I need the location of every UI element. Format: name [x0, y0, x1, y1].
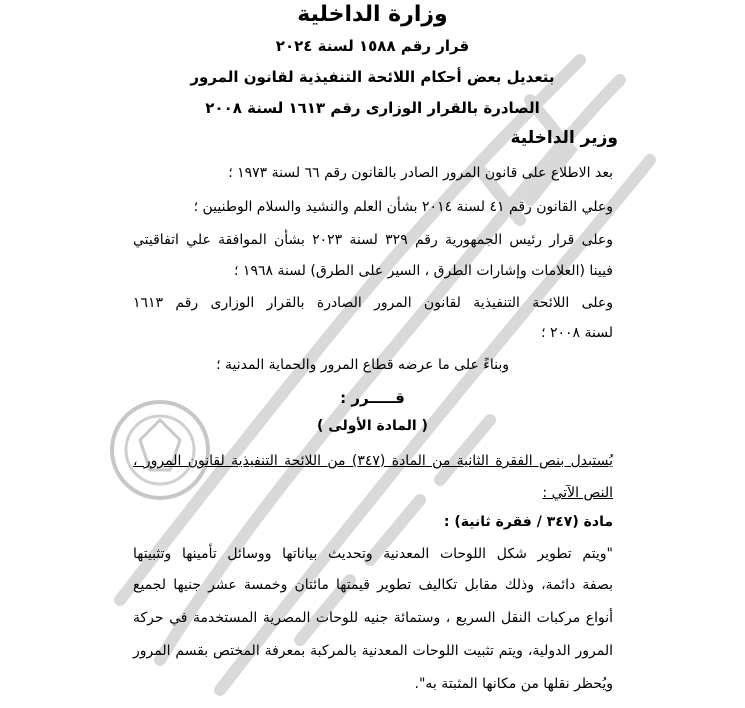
article-title: ( المادة الأولى ) — [317, 418, 428, 434]
preamble-line-2: وعلي القانون رقم ٤١ لسنة ٢٠١٤ بشأن العلم والنشيد والسلام الوطنيين ؛ — [193, 199, 613, 215]
preamble-line-3: وعلى قرار رئيس الجمهورية رقم ٣٢٩ لسنة ٢٠٢٣ بشأن الموافقة علي اتفاقيتي — [133, 232, 613, 248]
article-body-line-4: بصفة دائمة، وذلك مقابل تكاليف تطوير قيمتها مائتان وخمسة عشر جنيها لجميع — [133, 577, 613, 593]
article-body-line-7: ويُحظر نقلها من مكانها المثبتة به". — [414, 676, 613, 692]
preamble-line-1: بعد الاطلاع على قانون المرور الصادر بالقانون رقم ٦٦ لسنة ١٩٧٣ ؛ — [228, 165, 613, 181]
preamble-line-7: وبناءً على ما عرضه قطاع المرور والحماية المدنية ؛ — [216, 357, 509, 373]
decree-number: قرار رقم ١٥٨٨ لسنة ٢٠٢٤ — [275, 37, 470, 55]
article-body-line-1: يُستبدل بنص الفقرة الثانية من المادة (٣٤٧) من اللائحة التنفيذية لقانون المرور ، — [133, 453, 613, 469]
decree-subject-line-2: الصادرة بالقرار الوزارى رقم ١٦١٣ لسنة ٢٠٠٨ — [205, 99, 540, 117]
preamble-line-4: فيينا (العلامات وإشارات الطرق ، السير على الطرق) لسنة ١٩٦٨ ؛ — [234, 263, 613, 279]
article-body-line-3: "ويتم تطوير شكل اللوحات المعدنية وتحديث بياناتها ووسائل تأمينها وتثبيتها — [133, 546, 613, 562]
preamble-line-6: لسنة ٢٠٠٨ ؛ — [541, 325, 613, 341]
ministry-heading: وزارة الداخلية — [297, 2, 448, 27]
minister-title: وزير الداخلية — [510, 128, 618, 148]
article-subtitle: مادة (٣٤٧ / فقرة ثانية) : — [443, 514, 613, 530]
article-body-line-2: النص الآتي : — [542, 485, 613, 501]
article-body-line-5: أنواع مركبات النقل السريع ، وستمائة جنيه للوحات المصرية المستخدمة في حركة — [133, 610, 613, 626]
preamble-line-5: وعلى اللائحة التنفيذية لقانون المرور الصادرة بالقرار الوزارى رقم ١٦١٣ — [133, 295, 613, 311]
decree-word: قـــــرر : — [340, 389, 405, 407]
article-body-line-6: المرور الدولية، ويتم تثبيت اللوحات المعدنية بالمركبة بمعرفة المختص بقسم المرور — [133, 643, 613, 659]
decree-subject-line-1: بتعديل بعض أحكام اللائحة التنفيذية لقانون المرور — [190, 68, 555, 86]
